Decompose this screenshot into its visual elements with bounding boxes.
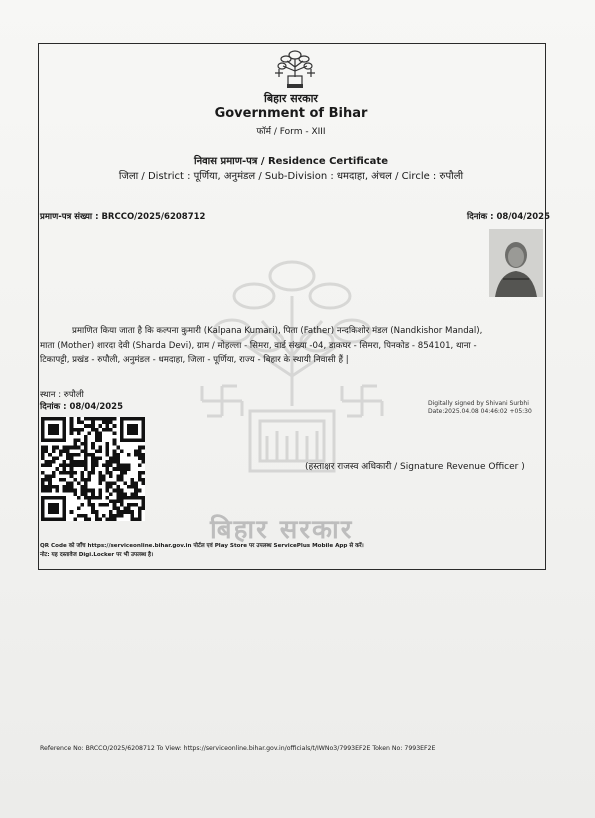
district-line: जिला / District : पूर्णिया, अनुमंडल / Sub-Division : धमदाहा, अंचल / Circle : रुपौली bbox=[118, 171, 464, 182]
certificate-title: निवास प्रमाण-पत्र / Residence Certificate bbox=[193, 156, 388, 167]
body-line-1: प्रमाणित किया जाता है कि कल्पना कुमारी (Kalpana Kumari), पिता (Father) नन्दकिशोर मंडल (Nandkishor Mandal), bbox=[72, 326, 483, 336]
qr-code bbox=[41, 417, 145, 521]
signature-label: (हस्ताक्षर राजस्व अधिकारी / Signature Revenue Officer ) bbox=[305, 462, 525, 472]
bihar-emblem-logo bbox=[273, 47, 317, 89]
body-line-2: माता (Mother) शारदा देवी (Sharda Devi), ग्राम / मोहल्ला - सिमरा, वार्ड संख्या -04, डाकघर - सिमरा, पिनकोड - 854101, थाना - bbox=[40, 340, 477, 351]
certificate-number: प्रमाण-पत्र संख्या : BRCCO/2025/6208712 bbox=[40, 212, 206, 222]
government-title: Government of Bihar bbox=[214, 106, 368, 121]
digilocker-note: नोट: यह दस्तावेज Digi.Locker पर भी उपलब्ध है। bbox=[40, 552, 154, 558]
bihar-emblem-watermark bbox=[192, 236, 392, 536]
digital-signature bbox=[428, 400, 532, 416]
digital-signature-date: Date:2025.04.08 04:46:02 +05:30 bbox=[428, 408, 532, 415]
issue-date: दिनांक : 08/04/2025 bbox=[467, 212, 551, 222]
reference-footer: Reference No: BRCCO/2025/6208712 To View: https://serviceonline.bihar.gov.in/officials/t/IWNo3/7993EF2E Token No: 7993EF2E bbox=[40, 745, 436, 752]
state-name-hindi: बिहार सरकार bbox=[264, 92, 318, 105]
digital-signature-signer: Digitally signed by Shivani Surbhi bbox=[428, 400, 529, 407]
body-line-3: टिकापट्टी, प्रखंड - रुपौली, अनुमंडल - धमदाहा, जिला - पूर्णिया, राज्य - बिहार के स्थायी निवासी हैं | bbox=[40, 355, 349, 365]
place: स्थान : रुपौली bbox=[40, 390, 84, 400]
watermark-text: बिहार सरकार bbox=[210, 515, 354, 545]
certificate-body bbox=[40, 324, 550, 368]
qr-note: QR Code को जाँच https://serviceonline.bihar.gov.in पोर्टल एवं Play Store पर उपलब्ध ServicePlus Mobile App से करें। bbox=[40, 543, 364, 549]
signed-date: दिनांक : 08/04/2025 bbox=[40, 402, 124, 412]
form-number: फॉर्म / Form - XIII bbox=[256, 127, 326, 137]
applicant-photo bbox=[489, 229, 543, 297]
